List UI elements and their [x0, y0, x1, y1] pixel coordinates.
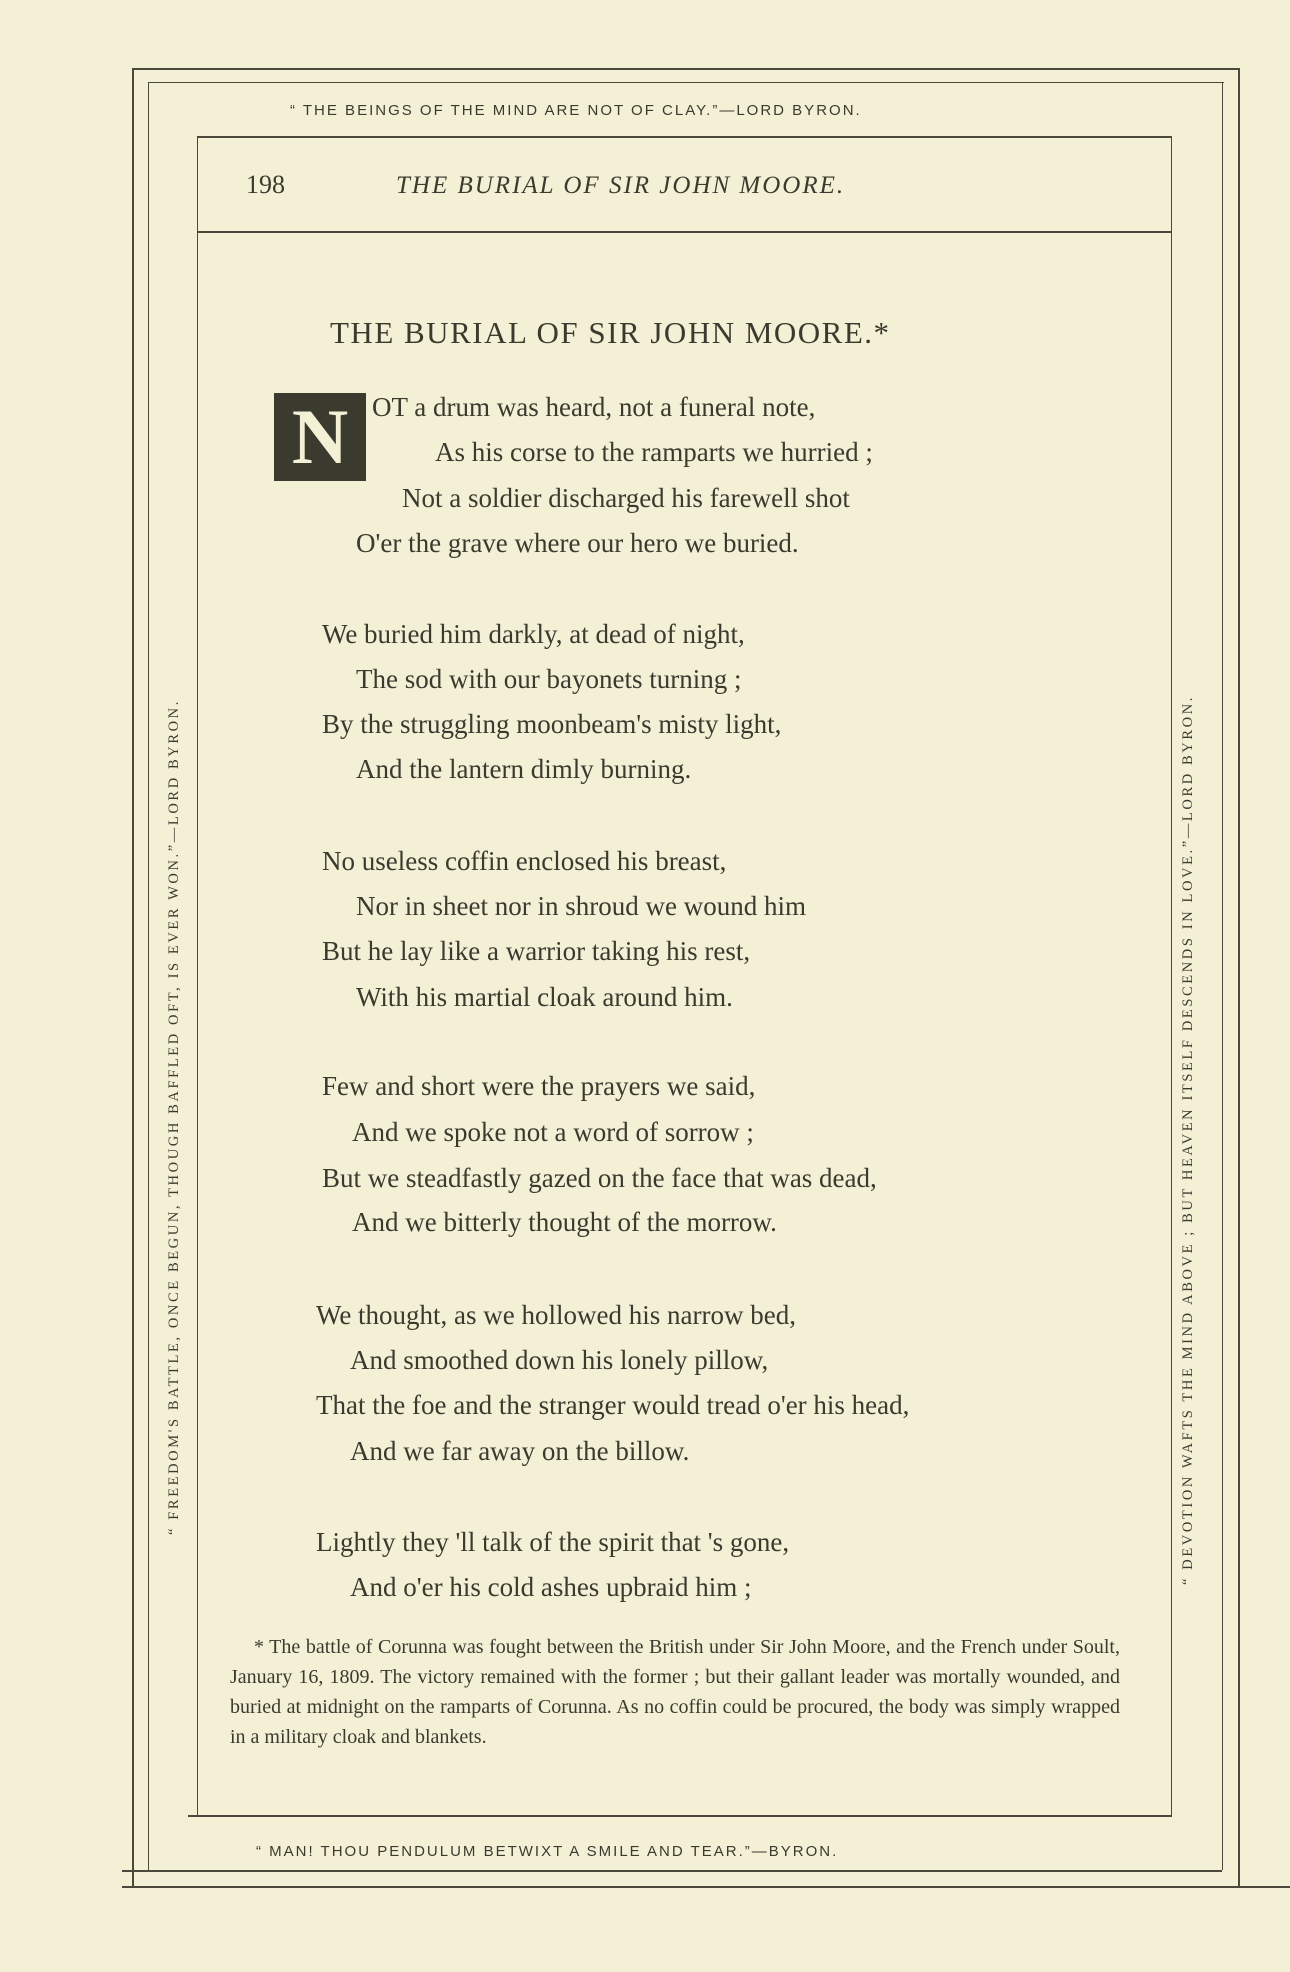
drop-cap: N — [274, 393, 366, 481]
poem-line: Nor in sheet nor in shroud we wound him — [356, 891, 806, 921]
frame-right-outer — [1238, 68, 1240, 1886]
frame-bottom-outer — [122, 1886, 1290, 1888]
poem-line: O'er the grave where our hero we buried. — [356, 528, 799, 558]
frame-bottom-inner — [122, 1870, 1222, 1872]
frame-top-outer — [132, 68, 1238, 70]
running-title: THE BURIAL OF SIR JOHN MOORE. — [396, 172, 846, 199]
page-number: 198 — [246, 170, 285, 199]
poem-line: And we bitterly thought of the morrow. — [352, 1207, 777, 1237]
footnote: * The battle of Corunna was fought between the British under Sir John Moore, and the French under Soult, January 16, 1809. The victory remained with the former ; but their gallant leader was mortally wounded, and buried at midnight on the ramparts of Corunna. As no coffin could be procured, the body was simply wrapped in a military cloak and blankets. — [230, 1636, 1120, 1748]
frame-right-inner — [1222, 82, 1223, 1870]
bottom-quote: “ MAN! THOU PENDULUM BETWIXT A SMILE AND TEAR.”—BYRON. — [256, 1843, 839, 1860]
poem-line: The sod with our bayonets turning ; — [356, 664, 742, 694]
poem-title: THE BURIAL OF SIR JOHN MOORE.* — [330, 315, 891, 350]
poem-line: By the struggling moonbeam's misty light, — [322, 709, 782, 739]
poem-line: And the lantern dimly burning. — [356, 754, 692, 784]
frame-left-outer — [132, 68, 134, 1886]
box-left — [197, 136, 198, 1816]
poem-line: Lightly they 'll talk of the spirit that 's gone, — [316, 1527, 790, 1557]
poem-line: But he lay like a warrior taking his rest, — [322, 936, 751, 966]
poem-line: Few and short were the prayers we said, — [322, 1071, 756, 1101]
poem-line: And o'er his cold ashes upbraid him ; — [350, 1572, 752, 1602]
right-side-quote: “ DEVOTION WAFTS THE MIND ABOVE ; BUT HEAVEN ITSELF DESCENDS IN LOVE.”—LORD BYRON. — [1180, 695, 1196, 1585]
header-rule — [197, 231, 1172, 233]
poem-line: And we far away on the billow. — [350, 1436, 690, 1466]
poem-line: No useless coffin enclosed his breast, — [322, 846, 727, 876]
box-right — [1171, 136, 1172, 1816]
poem-line: OT a drum was heard, not a funeral note, — [372, 392, 816, 422]
poem-line: Not a soldier discharged his farewell shot — [402, 483, 850, 513]
top-quote: “ THE BEINGS OF THE MIND ARE NOT OF CLAY.”—LORD BYRON. — [290, 102, 862, 119]
poem-line: And we spoke not a word of sorrow ; — [352, 1117, 754, 1147]
frame-left-inner — [148, 82, 149, 1870]
poem-line: We thought, as we hollowed his narrow bed, — [316, 1300, 796, 1330]
box-bottom — [188, 1815, 1172, 1817]
poem-line: As his corse to the ramparts we hurried ; — [435, 437, 873, 467]
poem-line: We buried him darkly, at dead of night, — [322, 619, 745, 649]
frame-top-inner — [148, 82, 1224, 83]
box-top — [197, 136, 1172, 138]
poem-line: With his martial cloak around him. — [356, 982, 733, 1012]
poem-line: And smoothed down his lonely pillow, — [350, 1345, 769, 1375]
left-side-quote: “ FREEDOM'S BATTLE, ONCE BEGUN, THOUGH BAFFLED OFT, IS EVER WON.”—LORD BYRON. — [166, 699, 182, 1535]
poem-line: That the foe and the stranger would tread o'er his head, — [316, 1390, 910, 1420]
poem-line: But we steadfastly gazed on the face that was dead, — [322, 1163, 877, 1193]
